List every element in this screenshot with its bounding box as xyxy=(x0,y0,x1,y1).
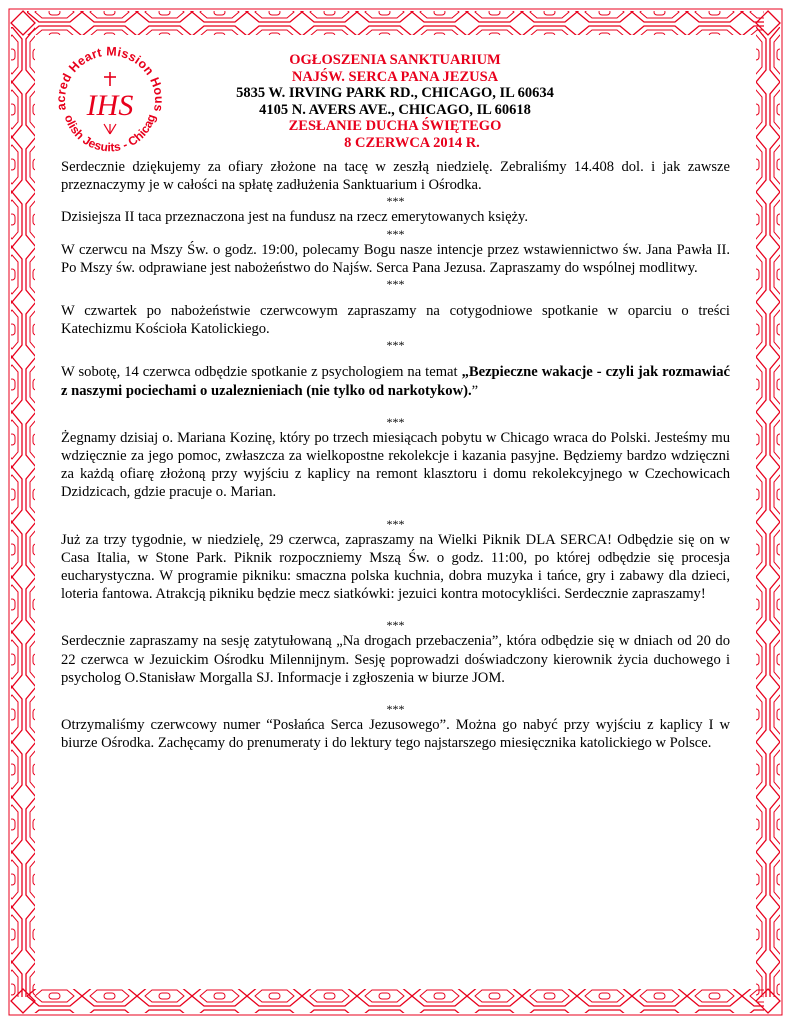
separator: *** xyxy=(386,226,405,241)
nails-icon xyxy=(104,124,116,134)
announcement-5-text: W sobotę, 14 czerwca odbędzie spotkanie z psychologiem na temat xyxy=(61,364,462,381)
announcement-7: Już za trzy tygodnie, w niedzielę, 29 czerwca, zapraszamy na Wielki Piknik DLA SERCA! Odbędzie się on w Casa Italia, w Stone Park. Piknik rozpoczniemy Mszą Św. o godz. 11:00, po której odbędzie się procesja eucharystyczna. W programie pikniku: smaczna polska kuchnia, dobra muzyka i tańce, gry i zabawy dla dzieci, loteria fantowa. Atrakcją pikniku będzie mecz siatkówki: jezuici kontra motocykliści. Serdecznie zapraszamy! xyxy=(61,531,730,603)
ihs-monogram: IHS xyxy=(86,89,134,122)
separator: *** xyxy=(386,338,405,353)
announcement-2: Dzisiejsza II taca przeznaczona jest na fundusz na rzecz emerytowanych księży. xyxy=(61,209,529,226)
separator: *** xyxy=(386,702,405,717)
announcement-3: W czerwcu na Mszy Św. o godz. 19:00, polecamy Bogu nasze intencje przez wstawiennictwo św. Jana Pawła II. Po Mszy św. odprawiane jest nabożeństwo do Najśw. Serca Pana Jezusa. Zapraszamy do wspólnej modlitwy. xyxy=(61,241,730,276)
announcement-6: Żegnamy dzisiaj o. Mariana Kozinę, który po trzech miesiącach pobytu w Chicago wraca do Polski. Jesteśmy mu wdzięcznie za jego pomoc, zwłaszcza za wielkopostne rekolekcje i kazania pasyjne. Będziemy bardzo wdzięczni za każdą ofiarę złożoną przy wyjściu z kaplicy na remont klasztoru i domu rekolekcyjnego w Czechowicach Dzidzicach, gdzie pracuje o. Marian. xyxy=(61,429,730,501)
header-date: 8 CZERWCA 2014 R. xyxy=(344,134,480,151)
announcement-4: W czwartek po nabożeństwie czerwcowym zapraszamy na cotygodniowe spotkanie w oparciu o treści Katechizmu Kościoła Katolickiego. xyxy=(61,303,730,338)
header-title-line1: OGŁOSZENIA SANKTUARIUM xyxy=(289,52,501,68)
header-address-1: 5835 W. IRVING PARK RD., CHICAGO, IL 60634 xyxy=(236,85,554,101)
announcement-1: Serdecznie dziękujemy za ofiary złożone na tacę w zeszłą niedzielę. Zebraliśmy 14.408 dol. i jak zawsze przeznaczymy je w całości na spłatę zadłużenia Sanktuarium i Ośrodka. xyxy=(61,159,730,194)
logo-ring-top-text: acred Heart Mission Hous xyxy=(53,44,167,113)
announcements-body xyxy=(61,158,730,752)
announcement-5-topic: „Bezpieczne wakacje - czyli jak rozmawiać z naszymi pociechami o uzaleznieniach (nie tylko od narkotykow). xyxy=(61,364,730,399)
separator: *** xyxy=(386,618,405,633)
announcement-8: Serdecznie zapraszamy na sesję zatytułowaną „Na drogach przebaczenia”, która odbędzie się w dniach od 20 do 22 czerwca w Jezuickim Ośrodku Milennijnym. Sesję poprowadzi doświadczony kierownik życia duchowego i psycholog O.Stanisław Morgalla SJ. Informacje i zgłoszenia w biurze JOM. xyxy=(61,633,730,686)
separator: *** xyxy=(386,277,405,292)
announcement-5-closing-quote: ” xyxy=(471,382,479,399)
announcement-5 xyxy=(61,363,730,399)
separator: *** xyxy=(386,516,405,531)
header-title-line2: NAJŚW. SERCA PANA JEZUSA xyxy=(291,68,499,85)
page-header xyxy=(170,52,620,151)
logo-ring-bottom-text: olish Jesuits - Chicag xyxy=(61,112,159,155)
separator: *** xyxy=(386,414,405,429)
separator: *** xyxy=(386,194,405,209)
header-feast: ZESŁANIE DUCHA ŚWIĘTEGO xyxy=(288,118,502,134)
cross-icon xyxy=(104,72,116,86)
header-address-2: 4105 N. AVERS AVE., CHICAGO, IL 60618 xyxy=(259,101,531,118)
sacred-heart-logo xyxy=(50,44,170,164)
announcement-9: Otrzymaliśmy czerwcowy numer “Posłańca Serca Jezusowego”. Można go nabyć przy wyjściu z kaplicy I w biurze Ośrodka. Zachęcamy do prenumeraty i do lektury tego najstarszego miesięcznika katolickiego w Polsce. xyxy=(61,717,730,752)
